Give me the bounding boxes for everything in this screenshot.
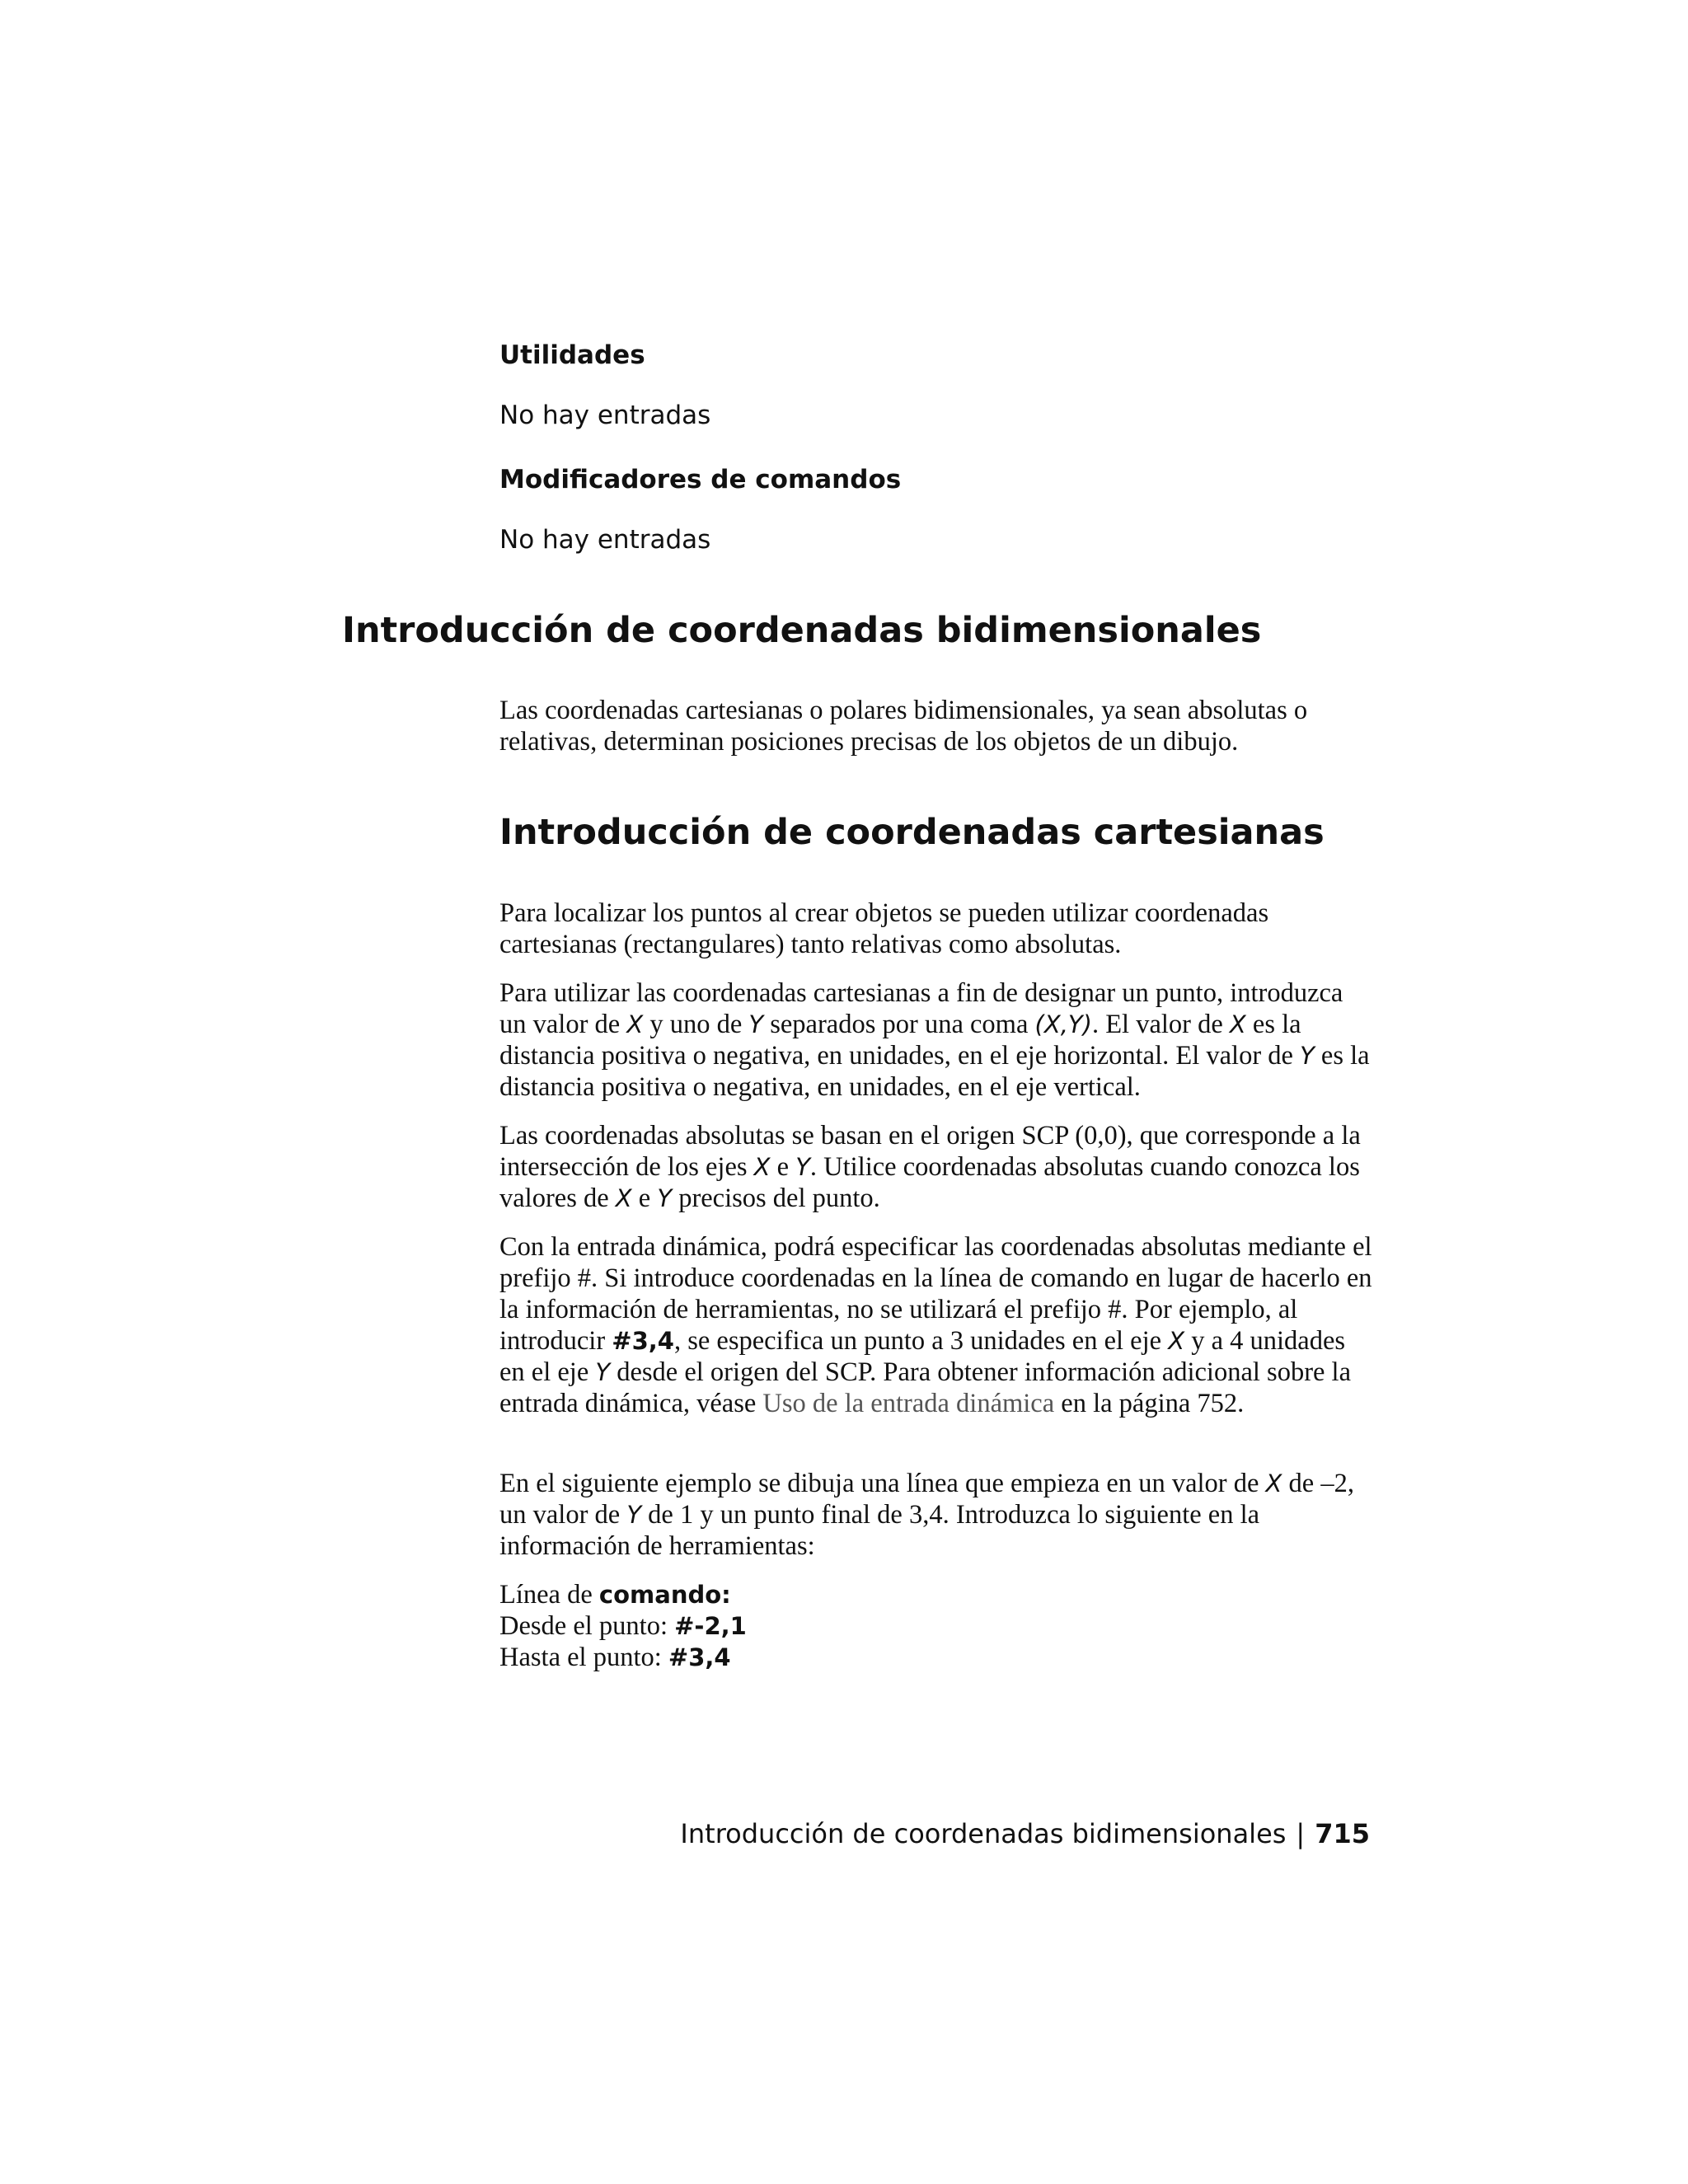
page-footer: [680, 1818, 1370, 1849]
modificadores-text: No hay entradas: [499, 525, 711, 555]
section-p2-block: [499, 977, 1373, 1103]
example-line-1: Línea de comando:: [499, 1580, 731, 1610]
section-p3-block: [499, 1120, 1373, 1214]
paragraph-5: En el siguiente ejemplo se dibuja una línea que empieza en un valor de X de –2, un valor de Y de 1 y un punto final de 3,4. Introduzca lo siguiente en la información de herramientas:: [499, 1469, 1354, 1561]
paragraph-4: Con la entrada dinámica, podrá especificar las coordenadas absolutas mediante el prefijo #. Si introduce coordenadas en la línea de comando en lugar de hacerlo en la información de herramientas, no se utilizará el prefijo #. Por ejemplo, al introducir #3,4, se especifica un punto a 3 unidades en el eje X y a 4 unidades en el eje Y desde el origen del SCP. Para obtener información adicional sobre la entrada dinámica, véase Uso de la entrada dinámica en la página 752.: [499, 1232, 1372, 1418]
utilidades-heading: Utilidades: [499, 340, 645, 370]
footer-separator: |: [1296, 1818, 1306, 1849]
section-p1-block: [499, 898, 1373, 960]
paragraph-1: Para localizar los puntos al crear objetos se pueden utilizar coordenadas cartesianas (rectangulares) tanto relativas como absolutas.: [499, 898, 1269, 959]
chapter-intro: Las coordenadas cartesianas o polares bidimensionales, ya sean absolutas o relativas, determinan posiciones precisas de los objetos de un dibujo.: [499, 696, 1308, 757]
section-title: Introducción de coordenadas cartesianas: [499, 812, 1325, 853]
dynamic-input-link[interactable]: Uso de la entrada dinámica: [762, 1389, 1055, 1418]
example-line-3: Hasta el punto: #3,4: [499, 1643, 731, 1672]
paragraph-2: Para utilizar las coordenadas cartesianas a fin de designar un punto, introduzca un valor de X y uno de Y separados por una coma (X,Y). El valor de X es la distancia positiva o negativa, en unidades, en el eje horizontal. El valor de Y es la distancia positiva o negativa, en unidades, en el eje vertical.: [499, 978, 1370, 1102]
example-line-2: Desde el punto: #-2,1: [499, 1611, 747, 1641]
footer-title: Introducción de coordenadas bidimensionales: [680, 1818, 1287, 1849]
chapter-intro-block: [499, 695, 1373, 757]
utilidades-text: No hay entradas: [499, 401, 711, 430]
chapter-title: Introducción de coordenadas bidimensionales: [342, 610, 1262, 651]
page-number: 715: [1315, 1818, 1370, 1849]
modificadores-heading: Modificadores de comandos: [499, 465, 902, 494]
section-p4-block: [499, 1231, 1373, 1419]
command-example: [499, 1579, 1373, 1673]
section-p5-block: [499, 1468, 1373, 1562]
paragraph-3: Las coordenadas absolutas se basan en el origen SCP (0,0), que corresponde a la intersección de los ejes X e Y. Utilice coordenadas absolutas cuando conozca los valores de X e Y precisos del punto.: [499, 1121, 1361, 1213]
